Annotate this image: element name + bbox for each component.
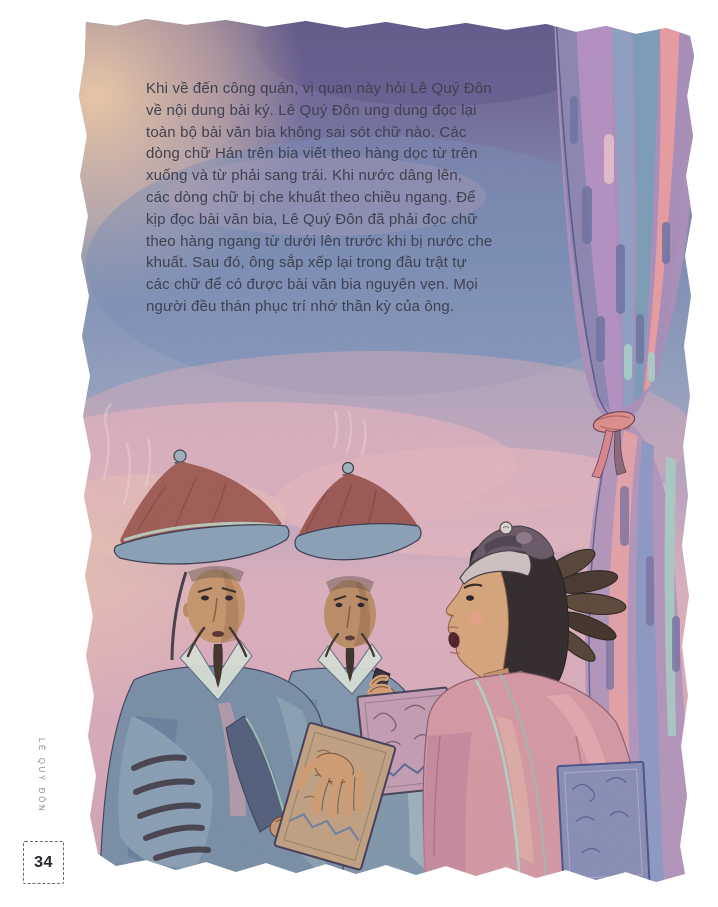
story-line: toàn bộ bài văn bia không sai sót chữ nào. Các [146,123,467,141]
story-line: dòng chữ Hán trên bia viết theo hàng dọc từ trên [146,145,478,163]
story-line: khuất. Sau đó, ông sắp xếp lại trong đầu trật tự [146,254,467,272]
story-line: theo hàng ngang từ dưới lên trước khi bị nước che [146,232,493,250]
story-paragraph [146,78,492,318]
story-line: xuống và từ phải sang trái. Khi nước dâng lên, [146,167,463,185]
story-line: các dòng chữ bị che khuất theo chiều ngang. Để [146,188,476,206]
story-line: Khi về đến công quán, vị quan này hỏi Lê Quý Đôn [146,80,492,97]
story-line: kịp đọc bài văn bia, Lê Quý Đôn đã phải đọc chữ [146,210,478,228]
story-line: người đều thán phục trí nhớ thần kỳ của ông. [146,297,455,315]
spine-label: LÊ QUÝ ĐÔN [37,738,46,814]
story-line: các chữ để có được bài văn bia nguyên vẹn. Mọi [146,276,478,294]
page-number-value: 34 [34,853,53,871]
story-line: về nội dung bài ký. Lê Quý Đôn ung dung đọc lại [146,101,477,119]
page-number-stamp [23,841,64,884]
